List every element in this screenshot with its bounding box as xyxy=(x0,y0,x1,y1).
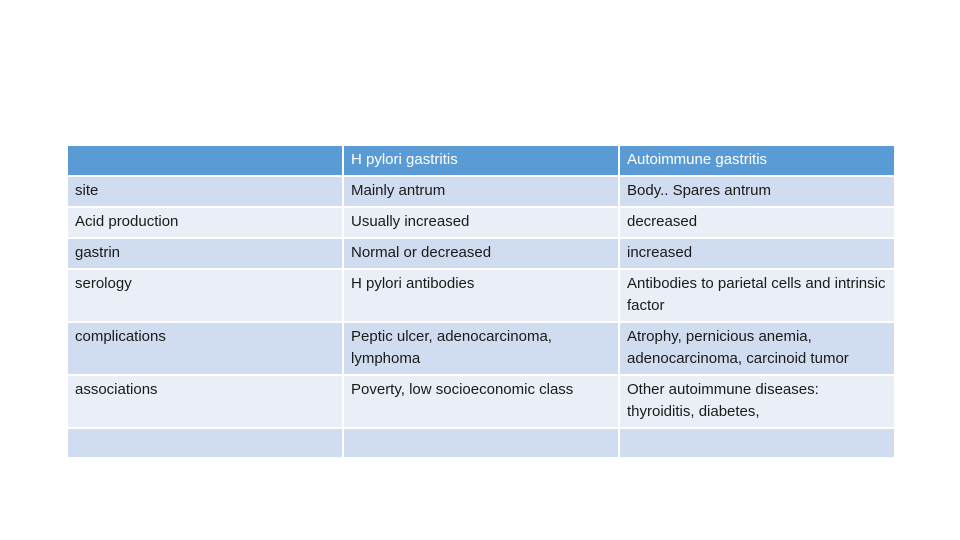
row-label: gastrin xyxy=(67,238,343,269)
empty-cell xyxy=(343,428,619,458)
table-row xyxy=(67,269,895,322)
autoimmune-cell: decreased xyxy=(619,207,895,238)
header-cell-h-pylori: H pylori gastritis xyxy=(343,145,619,176)
h-pylori-cell: Usually increased xyxy=(343,207,619,238)
table-row-empty xyxy=(67,428,895,458)
h-pylori-cell: Peptic ulcer, adenocarcinoma, lymphoma xyxy=(343,322,619,375)
autoimmune-cell: Other autoimmune diseases: thyroiditis, diabetes, xyxy=(619,375,895,428)
h-pylori-cell: H pylori antibodies xyxy=(343,269,619,322)
autoimmune-cell: Body.. Spares antrum xyxy=(619,176,895,207)
header-cell-feature xyxy=(67,145,343,176)
h-pylori-cell: Mainly antrum xyxy=(343,176,619,207)
empty-cell xyxy=(619,428,895,458)
comparison-table xyxy=(66,144,896,459)
header-cell-autoimmune: Autoimmune gastritis xyxy=(619,145,895,176)
h-pylori-cell: Poverty, low socioeconomic class xyxy=(343,375,619,428)
row-label: Acid production xyxy=(67,207,343,238)
autoimmune-cell: increased xyxy=(619,238,895,269)
table-row xyxy=(67,375,895,428)
row-label: site xyxy=(67,176,343,207)
h-pylori-cell: Normal or decreased xyxy=(343,238,619,269)
row-label: associations xyxy=(67,375,343,428)
row-label: complications xyxy=(67,322,343,375)
table-header-row xyxy=(67,145,895,176)
row-label: serology xyxy=(67,269,343,322)
empty-cell xyxy=(67,428,343,458)
table-row xyxy=(67,238,895,269)
autoimmune-cell: Antibodies to parietal cells and intrinsic factor xyxy=(619,269,895,322)
autoimmune-cell: Atrophy, pernicious anemia, adenocarcinoma, carcinoid tumor xyxy=(619,322,895,375)
table-row xyxy=(67,176,895,207)
table-row xyxy=(67,322,895,375)
table-row xyxy=(67,207,895,238)
